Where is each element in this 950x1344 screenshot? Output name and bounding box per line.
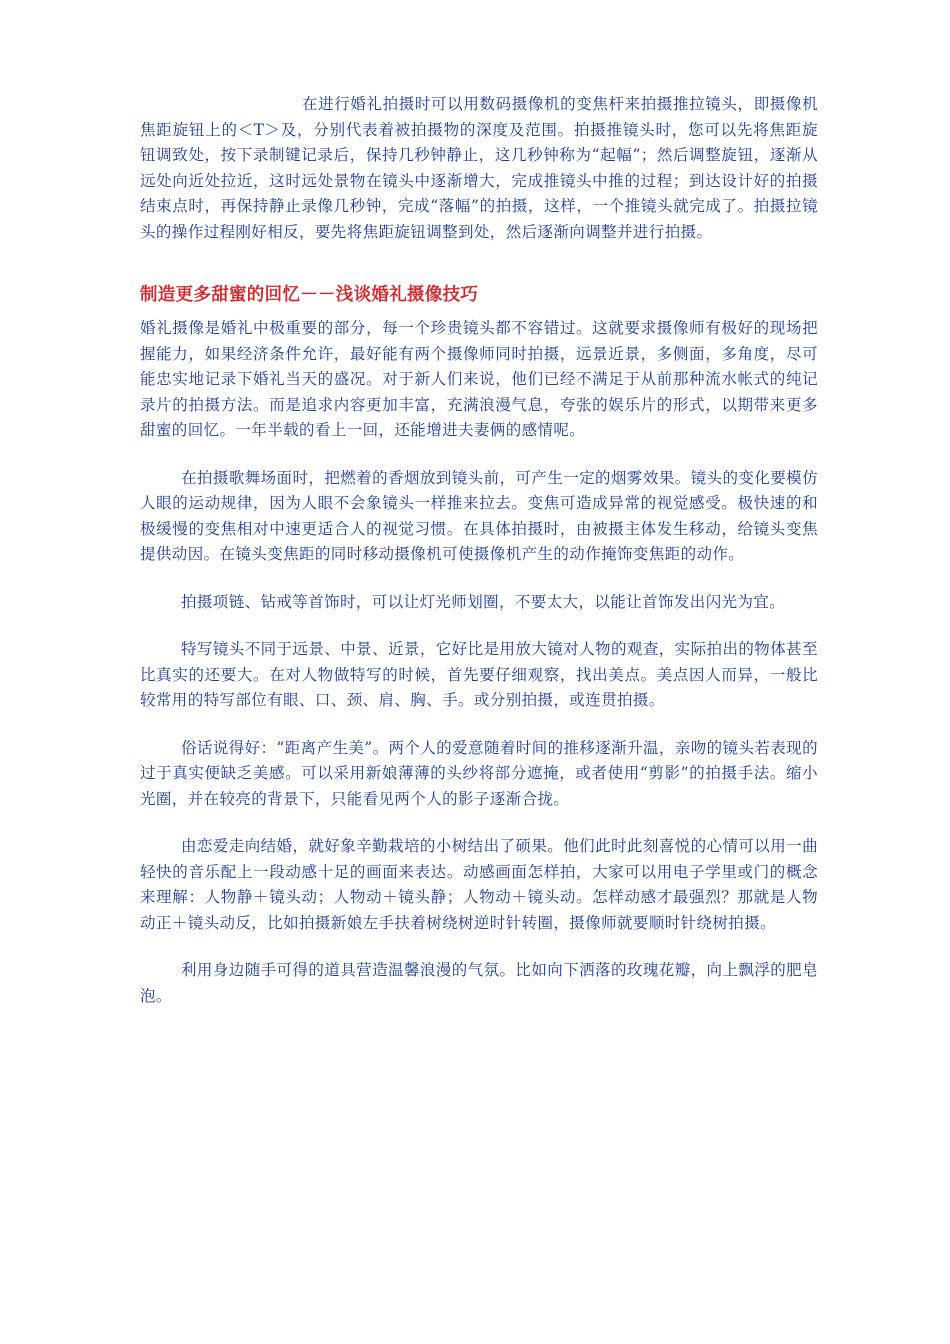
article-title: 制造更多甜蜜的回忆－－浅谈婚礼摄像技巧 [140, 285, 479, 305]
article-paragraph-5: 俗话说得好：“距离产生美”。两个人的爱意随着时间的推移逐渐升温，亲吻的镜头若表现的过于真实便缺乏美感。可以采用新娘薄薄的头纱将部分遮掩，或者使用“剪影”的拍摄手法。缩小光圈，并在较亮的背景下，只能看见两个人的影子逐渐合拢。 [140, 738, 818, 808]
article-paragraph-6: 由恋爱走向结婚，就好象辛勤栽培的小树结出了硕果。他们此时此刻喜悦的心情可以用一曲轻快的音乐配上一段动感十足的画面来表达。动感画面怎样拍，大家可以用电子学里或门的概念来理解：人物静＋镜头动；人物动＋镜头静；人物动＋镜头动。怎样动感才最强烈？那就是人物动正＋镜头动反，比如拍摄新娘左手扶着树绕树逆时针转圈，摄像师就要顺时针绕树拍摄。 [140, 837, 818, 932]
article-paragraph-3: 拍摄项链、钻戒等首饰时，可以让灯光师划圈，不要太大，以能让首饰发出闪光为宜。 [181, 592, 786, 611]
document-page [140, 92, 818, 1009]
article-paragraph-2: 在拍摄歌舞场面时，把燃着的香烟放到镜头前，可产生一定的烟雾效果。镜头的变化要模仿人眼的运动规律，因为人眼不会象镜头一样推来拉去。变焦可造成异常的视觉感受。极快速的和极缓慢的变焦相对中速更适合人的视觉习惯。在具体拍摄时，由被摄主体发生移动，给镜头变焦提供动因。在镜头变焦距的同时移动摄像机可使摄像机产生的动作掩饰变焦距的动作。 [140, 468, 818, 563]
article-paragraph-4: 特写镜头不同于远景、中景、近景，它好比是用放大镜对人物的观查，实际拍出的物体甚至比真实的还要大。在对人物做特写的时候，首先要仔细观察，找出美点。美点因人而异，一般比较常用的特写部位有眼、口、颈、肩、胸、手。或分别拍摄，或连贯拍摄。 [140, 640, 818, 709]
article-paragraph-1: 婚礼摄像是婚礼中极重要的部分，每一个珍贵镜头都不容错过。这就要求摄像师有极好的现场把握能力，如果经济条件允许，最好能有两个摄像师同时拍摄，远景近景，多侧面，多角度，尽可能忠实地记录下婚礼当天的盛况。对于新人们来说，他们已经不满足于从前那种流水帐式的纯记录片的拍摄方法。而是追求内容更加丰富，充满浪漫气息，夸张的娱乐片的形式，以期带来更多甜蜜的回忆。一年半载的看上一回，还能增进夫妻俩的感情呢。 [140, 319, 818, 439]
intro-paragraph: 在进行婚礼拍摄时可以用数码摄像机的变焦杆来拍摄推拉镜头，即摄像机焦距旋钮上的＜T＞及，分别代表着被拍摄物的深度及范围。拍摄推镜头时，您可以先将焦距旋钮调致处，按下录制键记录后，保持几秒钟静止，这几秒钟称为“起幅”；然后调整旋钮，逐渐从远处向近处拉近，这时远处景物在镜头中逐渐增大，完成推镜头中推的过程；到达设计好的拍摄结束点时，再保持静止录像几秒钟，完成“落幅”的拍摄，这样，一个推镜头就完成了。拍摄拉镜头的操作过程刚好相反，要先将焦距旋钮调整到处，然后逐渐向调整并进行拍摄。 [140, 95, 818, 241]
article-paragraph-7: 利用身边随手可得的道具营造温馨浪漫的气氛。比如向下洒落的玫瑰花瓣，向上飘浮的肥皂泡。 [140, 961, 818, 1005]
